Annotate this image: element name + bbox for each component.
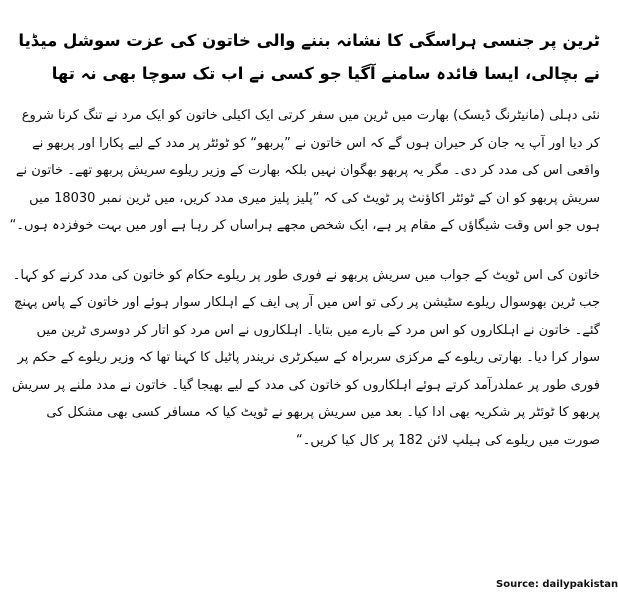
article-headline: ٹرین پر جنسی ہراسگی کا نشانہ بننے والی خاتون کی عزت سوشل میڈیا نے بچالی، ایسا فائدہ سامنے آگیا جو کسی نے اب تک سوچا بھی نہ تھا [18,31,600,83]
source-credit: Source: dailypakistan [496,579,618,590]
article-paragraph-1: نئی دہلی (مانیٹرنگ ڈیسک) بھارت میں ٹرین میں سفر کرتی ایک اکیلی خاتون کو ایک مرد نے تنگ کرنا شروع کر دیا اور آپ یہ جان کر حیران ہوں گے کہ اس خاتون نے ”پربھو“ کو ٹوئٹر پر مدد کے لیے پکارا اور پربھو نے واقعی اس کی مدد کر دی۔ مگر یہ پربھو بھگوان نہیں بلکہ بھارت کے وزیر ریلوے سریش پربھو تھے۔ خاتون نے سریش پربھو کو ان کے ٹوئٹر اکاﺅنٹ پر ٹویٹ کی کہ ”پلیز پلیز میری مدد کریں، میں ٹرین نمبر 18030 میں ہوں جو اس وقت شیگاﺅں کے مقام پر ہے، ایک شخص مجھے ہراساں کر رہا ہے اور میں بہت خوفزدہ ہوں۔“ [9,108,600,233]
article-paragraph-2: خاتون کی اس ٹویٹ کے جواب میں سریش پربھو نے فوری طور پر ریلوے حکام کو خاتون کی مدد کرنے کو کہا۔ جب ٹرین بھوسوال ریلوے سٹیشن پر رکی تو اس میں آر پی ایف کے اہلکار سوار ہوئے اور خاتون کے پاس پہنچ گئے۔ خاتون نے اہلکاروں کو اس مرد کے بارے میں بتایا۔ اہلکاروں نے اس مرد کو اتار کر دوسری ٹرین میں سوار کرا دیا۔ بھارتی ریلوے کے مرکزی سربراہ کے سیکرٹری نریندر پاٹیل کا کہنا تھا کہ وزیر ریلوے کے حکم پر فوری طور پر عملدرآمد کرتے ہوئے اہلکاروں کو خاتون کی مدد کے لیے بھیجا گیا۔ خاتون نے مدد ملنے پر سریش پربھو کا ٹوئٹر پر شکریہ بھی ادا کیا۔ بعد میں سریش پربھو نے ٹویٹ کیا کہ مسافر کسی بھی مشکل کی صورت میں ریلوے کی ہیلپ لائن 182 پر کال کیا کریں۔“ [12,267,600,448]
